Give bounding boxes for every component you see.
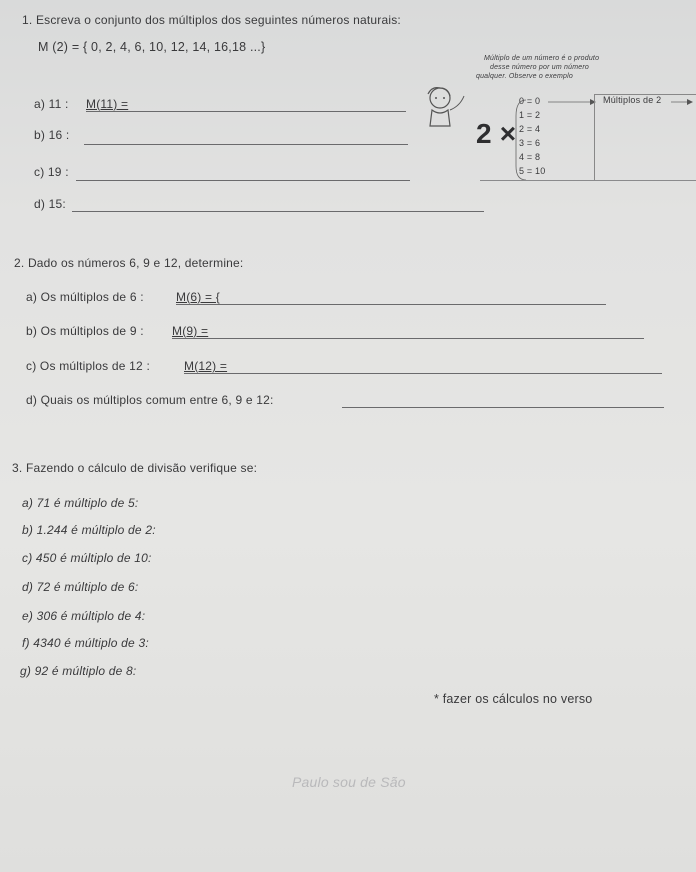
q2-item-b-answer: M(9) = (172, 324, 209, 338)
q1-item-a-label: a) 11 : (34, 97, 69, 111)
illustration-bottom-rule (480, 180, 696, 181)
q2-item-a-label: a) Os múltiplos de 6 : (26, 290, 144, 304)
q3-item-f: f) 4340 é múltiplo de 3: (22, 636, 149, 650)
q3-item-c: c) 450 é múltiplo de 10: (22, 551, 152, 565)
times-row-2: 2 = 4 (519, 124, 541, 134)
times-row-4: 4 = 8 (519, 152, 541, 162)
arrow-right-small-icon (671, 97, 695, 107)
q1-item-d-line[interactable] (72, 211, 484, 212)
verso-note: * fazer os cálculos no verso (434, 692, 593, 706)
q2-item-b-label: b) Os múltiplos de 9 : (26, 324, 144, 338)
q2-item-d-label: d) Quais os múltiplos comum entre 6, 9 e 12: (26, 393, 274, 407)
multiples-box (594, 94, 696, 181)
q3-item-d: d) 72 é múltiplo de 6: (22, 580, 139, 594)
q1-item-b-label: b) 16 : (34, 128, 70, 142)
multiplier: 2 × (476, 118, 517, 149)
q1-item-a-line[interactable] (86, 111, 406, 112)
q1-title: 1. Escreva o conjunto dos múltiplos dos seguintes números naturais: (22, 13, 401, 27)
times-row-1: 1 = 2 (519, 110, 541, 120)
q2-item-d-line[interactable] (342, 407, 664, 408)
q3-item-e: e) 306 é múltiplo de 4: (22, 609, 146, 623)
q1-item-b-line[interactable] (84, 144, 408, 145)
q3-item-a: a) 71 é múltiplo de 5: (22, 496, 139, 510)
q3-item-g: g) 92 é múltiplo de 8: (20, 664, 137, 678)
q2-item-b-line[interactable] (172, 338, 644, 339)
q1-item-d-label: d) 15: (34, 197, 66, 211)
arrow-right-icon (548, 96, 598, 108)
q1-item-c-label: c) 19 : (34, 165, 69, 179)
q2-item-a-answer: M(6) = { (176, 290, 220, 304)
q2-item-c-line[interactable] (184, 373, 662, 374)
q1-item-c-line[interactable] (76, 180, 410, 181)
q1-item-a-answer: M(11) = (86, 97, 129, 111)
times-row-3: 3 = 6 (519, 138, 541, 148)
q2-title: 2. Dado os números 6, 9 e 12, determine: (14, 256, 244, 270)
q3-title: 3. Fazendo o cálculo de divisão verifique se: (12, 461, 258, 475)
times-row-5: 5 = 10 (519, 166, 546, 176)
q2-item-c-answer: M(12) = (184, 359, 228, 373)
faint-handwriting: Paulo sou de São (292, 774, 406, 790)
q2-item-a-line[interactable] (176, 304, 606, 305)
q3-item-b: b) 1.244 é múltiplo de 2: (22, 523, 156, 537)
definition-note: Múltiplo de um número é o produto desse número por um número qualquer. Observe o exemplo (476, 55, 600, 80)
q2-item-c-label: c) Os múltiplos de 12 : (26, 359, 150, 373)
times-row-0: 0 = 0 (519, 96, 541, 106)
q1-example: M (2) = { 0, 2, 4, 6, 10, 12, 14, 16,18 ...} (38, 40, 266, 54)
child-mascot-icon (418, 84, 468, 134)
multiples-label: Múltiplos de 2 (603, 95, 662, 105)
